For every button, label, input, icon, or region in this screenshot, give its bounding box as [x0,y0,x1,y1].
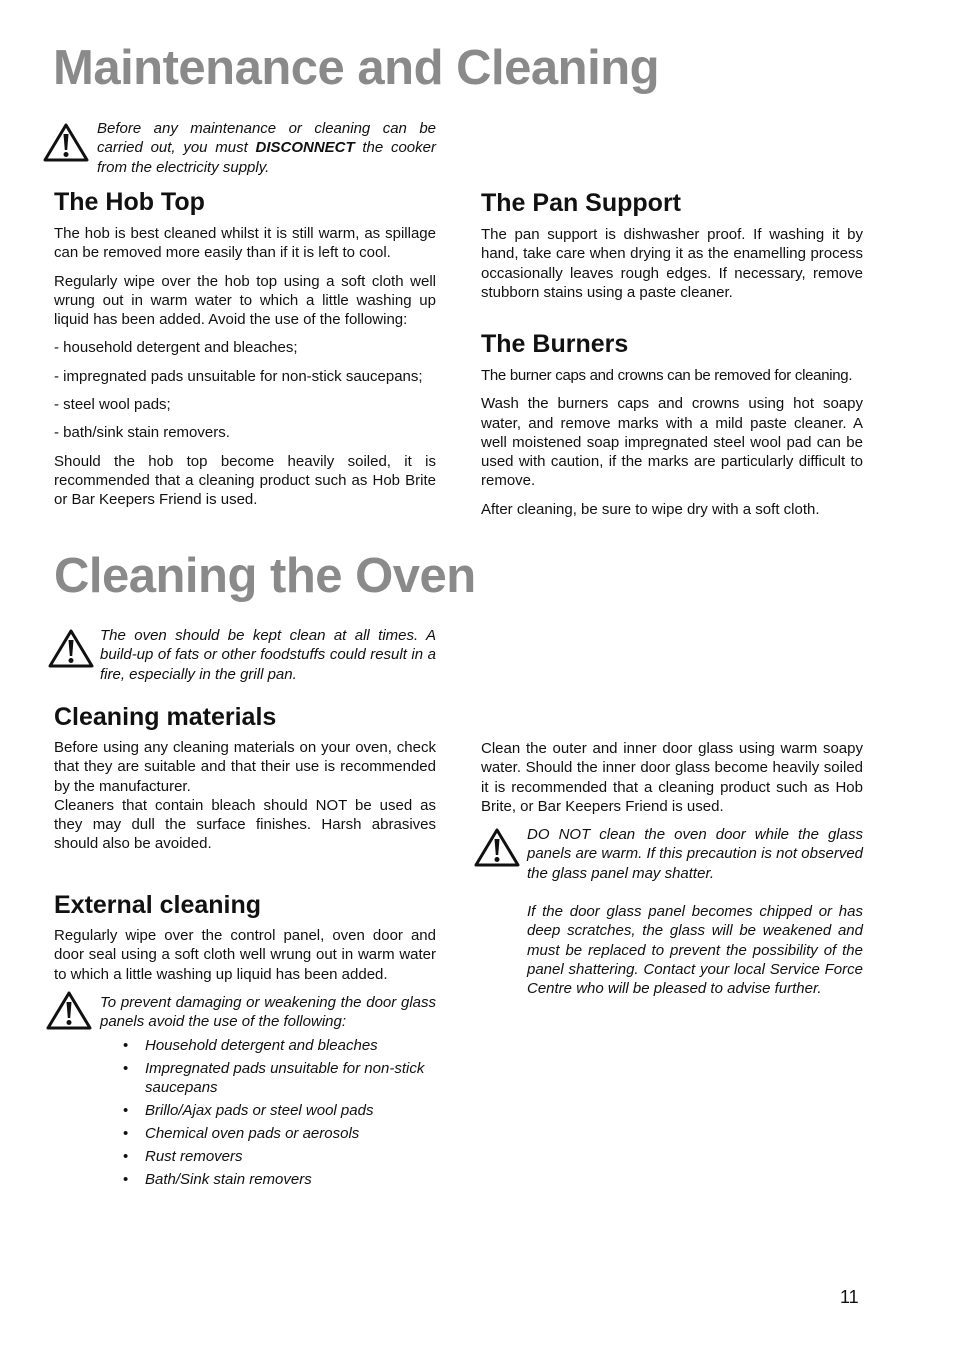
page-title-cleaning-oven: Cleaning the Oven [54,549,476,603]
cleaning-materials-section [54,738,436,854]
pan-support-paragraph: The pan support is dishwasher proof. If washing it by hand, take care when drying it as the enamelling process occasionally leaves rough edges. If necessary, remove stubborn stains using a paste cleaner. [481,226,863,301]
external-cleaning-paragraph: Regularly wipe over the control panel, oven door and door seal using a soft cloth well wrung out in warm water to which a little washing up liquid has been added. [54,927,436,983]
hob-top-list-item: - bath/sink stain removers. [54,424,230,442]
list-item: • Chemical oven pads or aerosols [123,1125,360,1142]
burners-paragraph: The burner caps and crowns can be removed for cleaning. [481,367,853,384]
heading-pan-support: The Pan Support [481,189,681,217]
hob-top-paragraph: Should the hob top become heavily soiled, it is recommended that a cleaning product such as Hob Brite or Bar Keepers Friend is used. [54,452,436,509]
heading-cleaning-materials: Cleaning materials [54,703,277,731]
warning-disconnect: Before any maintenance or cleaning can be carried out, you must DISCONNECT the cooker from the electricity supply. [97,120,436,176]
burners-paragraph: After cleaning, be sure to wipe dry with a soft cloth. [481,500,820,518]
warning-triangle-icon [473,827,521,867]
list-item: • Household detergent and bleaches [123,1037,378,1054]
list-item: • Rust removers [123,1148,243,1165]
warning-door-warm: DO NOT clean the oven door while the glass panels are warm. If this precaution is not observed the glass panel may shatter. [527,826,863,882]
warning-door-chipped: If the door glass panel becomes chipped or has deep scratches, the glass will be weakened and must be replaced to prevent the possibility of the panel shattering. Contact your local Service Force Centre who will be pleased to advise further. [527,903,863,998]
page-number: 11 [840,1287,859,1307]
hob-top-paragraph: Regularly wipe over the hob top using a soft cloth well wrung out in warm water to which a little washing up liquid has been added. Avoid the use of the following: [54,272,436,329]
burners-section [481,366,863,519]
cleaning-materials-paragraph: Cleaners that contain bleach should NOT be used as they may dull the surface finishes. Harsh abrasives should also be avoided. [54,796,436,853]
hob-top-section [54,224,436,510]
heading-hob-top: The Hob Top [54,188,205,216]
cleaning-materials-paragraph: Before using any cleaning materials on your oven, check that they are suitable and that their use is recommended by the manufacturer. [54,739,436,795]
hob-top-list-item: - household detergent and bleaches; [54,339,298,357]
page-title-maintenance: Maintenance and Cleaning [53,41,660,95]
warning-triangle-icon [45,990,93,1030]
heading-external-cleaning: External cleaning [54,891,262,919]
warning-triangle-icon [47,628,95,668]
warning-door-glass-intro: To prevent damaging or weakening the door glass panels avoid the use of the following: [100,994,436,1031]
hob-top-list-item: - steel wool pads; [54,396,171,414]
hob-top-paragraph: The hob is best cleaned whilst it is still warm, as spillage can be removed more easily than if it is left to cool. [54,225,436,262]
door-glass-paragraph: Clean the outer and inner door glass using warm soapy water. Should the inner door glass become heavily soiled it is recommended that a cleaning product such as Hob Brite, or Bar Keepers Friend is used. [481,740,863,815]
warning-oven-clean: The oven should be kept clean at all times. A build-up of fats or other foodstuffs could result in a fire, especially in the grill pan. [100,627,436,683]
avoid-list [123,1036,436,1193]
hob-top-list-item: - impregnated pads unsuitable for non-stick saucepans; [54,367,423,385]
warning-triangle-icon [42,122,90,162]
list-item: • Bath/Sink stain removers [123,1171,312,1188]
heading-burners: The Burners [481,330,629,358]
list-item: • Brillo/Ajax pads or steel wool pads [123,1102,374,1119]
list-item: • Impregnated pads unsuitable for non-stick saucepans [123,1060,425,1096]
burners-paragraph: Wash the burners caps and crowns using hot soapy water, and remove marks with a mild paste cleaner. A well moistened soap impregnated steel wool pad can be used with caution, if the marks are particularly difficult to remove. [481,395,863,490]
